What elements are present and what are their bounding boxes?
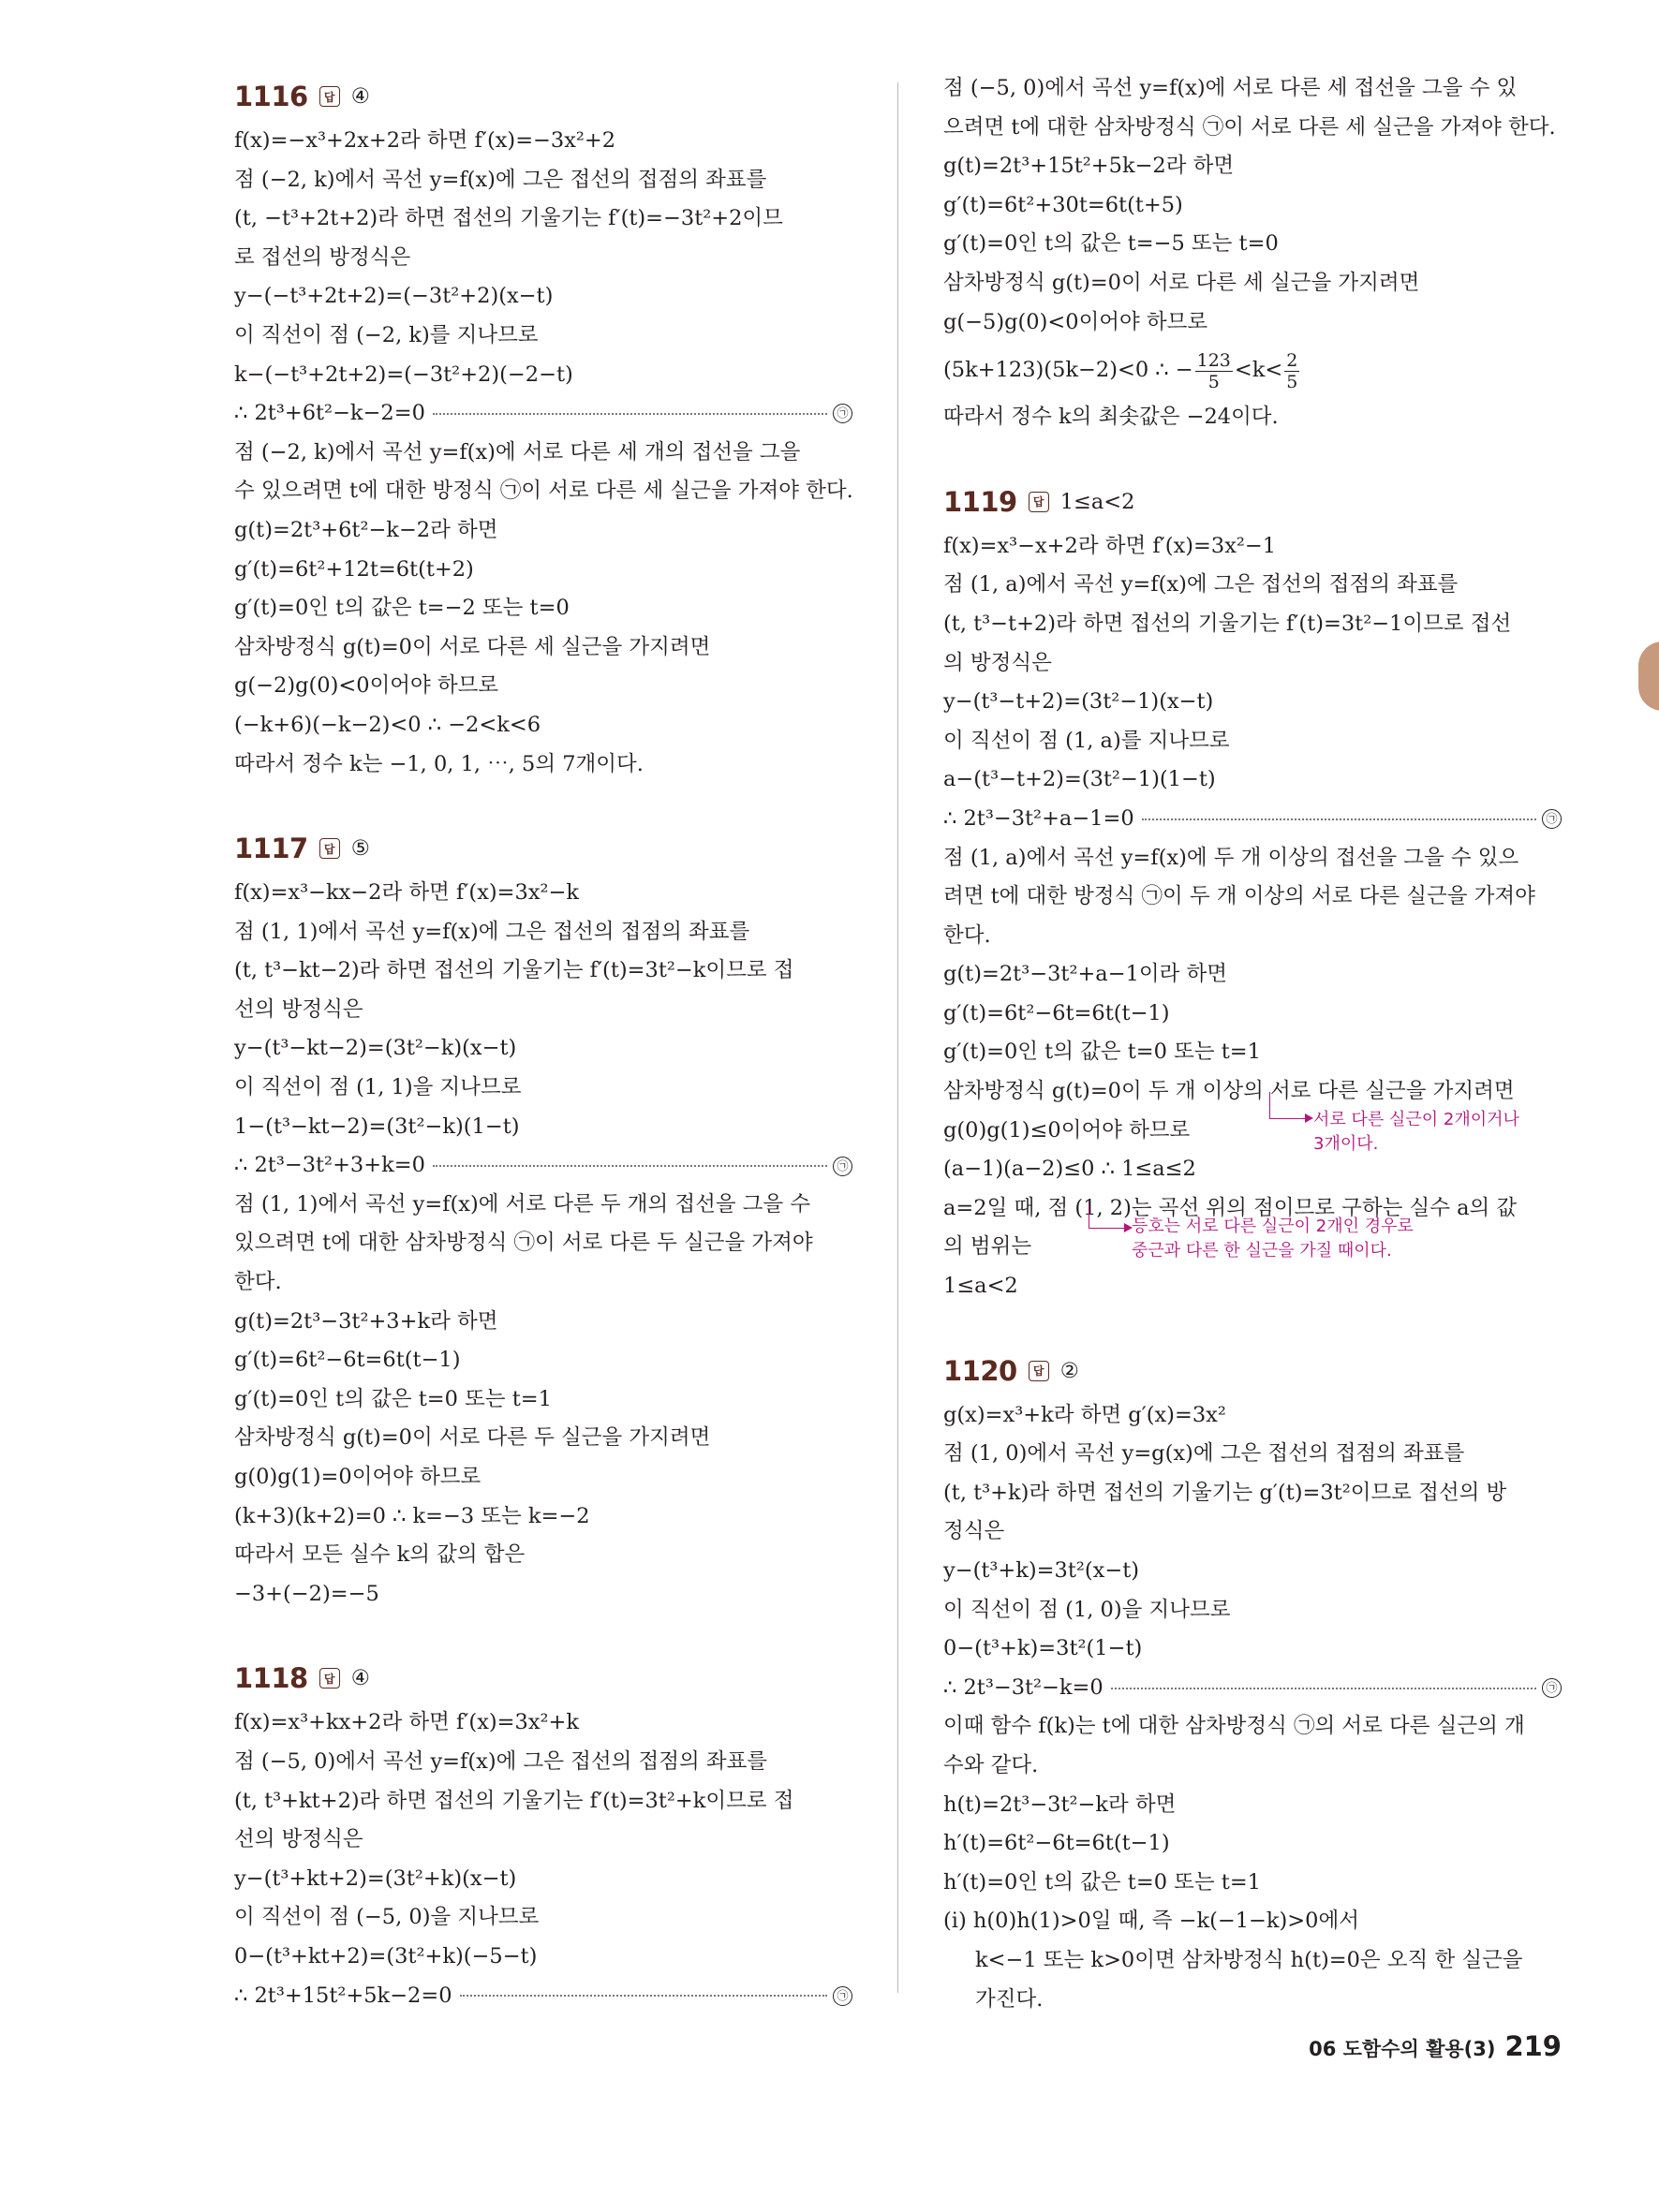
text-line: 있으려면 t에 대한 삼차방정식 ㉠이 서로 다른 두 실근을 가져야 [234, 1231, 813, 1256]
text-line: (k+3)(k+2)=0 ∴ k=−3 또는 k=−2 [234, 1503, 590, 1528]
equation-label: ㉠ [833, 404, 852, 423]
text-line: 점 (1, 0)에서 곡선 y=g(x)에 그은 접선의 접점의 좌표를 [943, 1441, 1465, 1467]
text-line: 점 (1, 1)에서 곡선 y=f(x)에 그은 접선의 접점의 좌표를 [234, 919, 750, 944]
text-line: 이 직선이 점 (1, 0)을 지나므로 [943, 1597, 1231, 1622]
text-line: 로 접선의 방정식은 [234, 244, 411, 270]
text-line: g(0)g(1)=0이어야 하므로 [234, 1465, 481, 1489]
text-line: 한다. [234, 1270, 282, 1295]
problem-header [234, 1653, 852, 1703]
text-line: h(t)=2t³−3t²−k라 하면 [943, 1792, 1177, 1817]
text-line: 점 (−5, 0)에서 곡선 y=f(x)에 그은 접선의 접점의 좌표를 [234, 1748, 768, 1774]
margin-note-2: 등호는 서로 다른 실근이 2개인 경우로 중근과 다른 한 실근을 가질 때이다. [1132, 1217, 1414, 1261]
text-line: (t, t³−t+2)라 하면 접선의 기울기는 f′(t)=3t²−1이므로 접선 [943, 611, 1512, 636]
text-line: 이 직선이 점 (−2, k)를 지나므로 [234, 322, 539, 347]
note-1-arrow [1269, 1092, 1308, 1119]
text-line: g(0)g(1)≤0이어야 하므로 [943, 1117, 1191, 1143]
problem-header [943, 477, 1562, 527]
text-line: 한다. [943, 922, 991, 948]
fraction-prefix: (5k+123)(5k−2)<0 ∴ − [943, 358, 1193, 383]
text-line: 점 (1, a)에서 곡선 y=f(x)에 그은 접선의 접점의 좌표를 [943, 572, 1459, 597]
text-line: y−(t³−kt−2)=(3t²−k)(x−t) [234, 1036, 517, 1061]
text-line: g(−5)g(0)<0이어야 하므로 [943, 309, 1208, 334]
section-gap [943, 437, 1562, 475]
problem-number: 1116 [234, 81, 308, 112]
text-line: g(−2)g(0)<0이어야 하므로 [234, 673, 499, 699]
text-line: 0−(t³+k)=3t²(1−t) [943, 1636, 1143, 1661]
text-line: 따라서 정수 k는 −1, 0, 1, ⋯, 5의 7개이다. [234, 751, 644, 776]
text-line: g′(t)=6t²+30t=6t(t+5) [943, 192, 1183, 217]
leader-dots [433, 413, 827, 415]
text-line: f(x)=x³−x+2라 하면 f′(x)=3x²−1 [943, 533, 1277, 558]
equation-text: ∴ 2t³−3t²+a−1=0 [943, 805, 1134, 831]
text-line: g(t)=2t³+6t²−k−2라 하면 [234, 517, 498, 542]
equation-label: ㉠ [833, 1157, 852, 1176]
equation-label: ㉠ [1542, 1678, 1562, 1698]
text-line: y−(t³+k)=3t²(x−t) [943, 1558, 1140, 1583]
text-line: 0−(t³+kt+2)=(3t²+k)(−5−t) [234, 1943, 538, 1969]
text-line: g(x)=x³+k라 하면 g′(x)=3x² [943, 1402, 1226, 1427]
fraction-1 [1195, 350, 1233, 392]
fraction-line [943, 342, 1562, 398]
text-line: f(x)=x³+kx+2라 하면 f′(x)=3x²+k [234, 1710, 580, 1735]
text-line: 선의 방정식은 [234, 1827, 363, 1852]
numerator: 2 [1286, 349, 1298, 371]
text-line: g′(t)=0인 t의 값은 t=−2 또는 t=0 [234, 596, 570, 621]
page-footer [1309, 2030, 1562, 2062]
equation-line [943, 1669, 1562, 1708]
equation-text: ∴ 2t³+15t²+5k−2=0 [234, 1983, 452, 2008]
section-gap [943, 1306, 1562, 1344]
problem-header [234, 71, 852, 122]
text-line: g′(t)=0인 t의 값은 t=−5 또는 t=0 [943, 231, 1279, 257]
text-line: a=2일 때, 점 (1, 2)는 곡선 위의 점이므로 구하는 실수 a의 값 [943, 1195, 1518, 1220]
text-line: (t, −t³+2t+2)라 하면 접선의 기울기는 f′(t)=−3t²+2이므 [234, 206, 783, 231]
margin-note-1: 서로 다른 실근이 2개이거나 3개이다. [1313, 1110, 1519, 1154]
note-1-arrowhead [1305, 1113, 1313, 1123]
text-line: h′(t)=0인 t의 값은 t=0 또는 t=1 [943, 1869, 1261, 1895]
text-line: f(x)=x³−kx−2라 하면 f′(x)=3x²−k [234, 880, 580, 906]
footer-chapter: 06 도함수의 활용(3) [1309, 2038, 1496, 2060]
equation-text: ∴ 2t³−3t²+3+k=0 [234, 1153, 425, 1178]
text-line: 점 (−5, 0)에서 곡선 y=f(x)에 서로 다른 세 접선을 그을 수 있 [943, 76, 1518, 100]
text-line: (ⅰ) h(0)h(1)>0일 때, 즉 −k(−1−k)>0에서 [943, 1909, 1359, 1934]
text-line: 점 (−2, k)에서 곡선 y=f(x)에 서로 다른 세 개의 접선을 그을 [234, 439, 801, 465]
note-2-arrow [1089, 1203, 1127, 1229]
column-divider [897, 82, 898, 1993]
text-line: 점 (1, a)에서 곡선 y=f(x)에 두 개 이상의 접선을 그을 수 있으 [943, 845, 1519, 870]
section-gap [234, 784, 852, 821]
text-line: 정식은 [943, 1519, 1005, 1544]
answer-icon: 답 [319, 1668, 340, 1688]
text-line: 이 직선이 점 (1, 1)을 지나므로 [234, 1075, 522, 1100]
text-line: 수와 같다. [943, 1752, 1039, 1777]
equation-text: ∴ 2t³+6t²−k−2=0 [234, 401, 425, 426]
text-line: g(t)=2t³−3t²+a−1이라 하면 [943, 962, 1227, 987]
text-line: 삼차방정식 g(t)=0이 서로 다른 세 실근을 가지려면 [234, 634, 711, 659]
text-line: (t, t³−kt−2)라 하면 접선의 기울기는 f′(t)=3t²−k이므로 접 [234, 958, 794, 983]
note-2-arrowhead [1124, 1223, 1133, 1232]
right-column [943, 69, 1562, 2019]
answer-icon: 답 [1029, 492, 1049, 512]
answer-icon: 답 [319, 86, 340, 107]
text-line: 1≤a<2 [943, 1274, 1018, 1299]
equation-line [943, 800, 1562, 839]
section-gap [234, 1614, 852, 1651]
problem-number: 1117 [234, 833, 308, 865]
leader-dots [460, 1995, 827, 1997]
answer-icon: 답 [319, 838, 340, 859]
numerator: 123 [1196, 349, 1231, 371]
problem-header [943, 1346, 1562, 1396]
text-line: g′(t)=6t²−6t=6t(t−1) [234, 1348, 461, 1373]
text-line: (a−1)(a−2)≤0 ∴ 1≤a≤2 [943, 1157, 1196, 1182]
equation-line [234, 394, 852, 434]
text-line: g(t)=2t³+15t²+5k−2라 하면 [943, 154, 1235, 179]
text-line: y−(t³−t+2)=(3t²−1)(x−t) [943, 689, 1214, 715]
text-line: 삼차방정식 g(t)=0이 서로 다른 두 실근을 가지려면 [234, 1425, 711, 1451]
text-line: g′(t)=6t²−6t=6t(t−1) [943, 1000, 1170, 1025]
equation-label: ㉠ [833, 1986, 852, 2006]
text-line: g(t)=2t³−3t²+3+k라 하면 [234, 1308, 498, 1334]
text-line: y−(−t³+2t+2)=(−3t²+2)(x−t) [234, 284, 554, 309]
text-line: k−(−t³+2t+2)=(−3t²+2)(−2−t) [234, 361, 573, 387]
text-line: 삼차방정식 g(t)=0이 두 개 이상의 서로 다른 실근을 가지려면 [943, 1079, 1515, 1104]
text-line: 의 방정식은 [943, 650, 1052, 675]
text-line: g′(t)=0인 t의 값은 t=0 또는 t=1 [943, 1040, 1261, 1065]
text-line: 점 (−2, k)에서 곡선 y=f(x)에 그은 접선의 접점의 좌표를 [234, 167, 767, 192]
text-line: 이 직선이 점 (1, a)를 지나므로 [943, 728, 1230, 753]
text-line: y−(t³+kt+2)=(3t²+k)(x−t) [234, 1865, 517, 1891]
text-line: 가진다. [975, 1986, 1044, 2012]
text-line: −3+(−2)=−5 [234, 1581, 379, 1606]
text-line: (t, t³+kt+2)라 하면 접선의 기울기는 f′(t)=3t²+k이므로 접 [234, 1788, 794, 1813]
equation-text: ∴ 2t³−3t²−k=0 [943, 1674, 1104, 1700]
answer-value: ④ [350, 84, 370, 109]
equation-label: ㉠ [1542, 809, 1562, 829]
text-line: g′(t)=0인 t의 값은 t=0 또는 t=1 [234, 1386, 552, 1411]
text-line: 점 (1, 1)에서 곡선 y=f(x)에 서로 다른 두 개의 접선을 그을 수 [234, 1191, 811, 1217]
text-line: 삼차방정식 g(t)=0이 서로 다른 세 실근을 가지려면 [943, 270, 1420, 295]
text-line: 수 있으려면 t에 대한 방정식 ㉠이 서로 다른 세 실근을 가져야 한다. [234, 479, 853, 504]
answer-icon: 답 [1029, 1361, 1049, 1381]
chapter-side-tab [1638, 641, 1659, 711]
answer-value: ⑤ [350, 836, 370, 862]
text-line: 이때 함수 f(k)는 t에 대한 삼차방정식 ㉠의 서로 다른 실근의 개 [943, 1714, 1525, 1739]
denominator: 5 [1286, 371, 1298, 392]
text-line: (t, t³+k)라 하면 접선의 기울기는 g′(t)=3t²이므로 접선의 방 [943, 1480, 1507, 1505]
fraction-mid: <k< [1234, 358, 1283, 383]
leader-dots [433, 1165, 827, 1167]
page-number: 219 [1504, 2030, 1562, 2062]
equation-line [234, 1146, 852, 1186]
text-line: a−(t³−t+2)=(3t²−1)(1−t) [943, 767, 1216, 792]
fraction-2 [1284, 350, 1299, 392]
text-line: 려면 t에 대한 방정식 ㉠이 두 개 이상의 서로 다른 실근을 가져야 [943, 884, 1535, 909]
text-line: k<−1 또는 k>0이면 삼차방정식 h(t)=0은 오직 한 실근을 [975, 1947, 1523, 1972]
text-line: 선의 방정식은 [234, 996, 363, 1022]
leader-dots [1142, 818, 1536, 820]
text-line: g′(t)=6t²+12t=6t(t+2) [234, 556, 474, 582]
answer-value: ② [1059, 1358, 1079, 1383]
problem-number: 1118 [234, 1662, 308, 1695]
text-line: 따라서 정수 k의 최솟값은 −24이다. [943, 405, 1279, 430]
text-line: f(x)=−x³+2x+2라 하면 f′(x)=−3x²+2 [234, 128, 616, 153]
equation-line [234, 1977, 852, 2016]
text-line: 의 범위는 [943, 1234, 1032, 1260]
problem-number: 1119 [943, 485, 1017, 518]
text-line: 따라서 모든 실수 k의 값의 합은 [234, 1542, 526, 1568]
text-line: (−k+6)(−k−2)<0 ∴ −2<k<6 [234, 712, 541, 737]
text-line: h′(t)=6t²−6t=6t(t−1) [943, 1831, 1170, 1856]
text-line: 으려면 t에 대한 삼차방정식 ㉠이 서로 다른 세 실근을 가져야 한다. [943, 114, 1556, 140]
text-line: 1−(t³−kt−2)=(3t²−k)(1−t) [234, 1113, 520, 1139]
problem-number: 1120 [943, 1354, 1017, 1387]
answer-value: ④ [350, 1666, 370, 1691]
answer-value: 1≤a<2 [1059, 489, 1135, 514]
leader-dots [1111, 1688, 1536, 1689]
problem-header [234, 823, 852, 874]
text-line: 이 직선이 점 (−5, 0)을 지나므로 [234, 1905, 540, 1930]
left-column [234, 69, 852, 2015]
denominator: 5 [1207, 371, 1220, 392]
